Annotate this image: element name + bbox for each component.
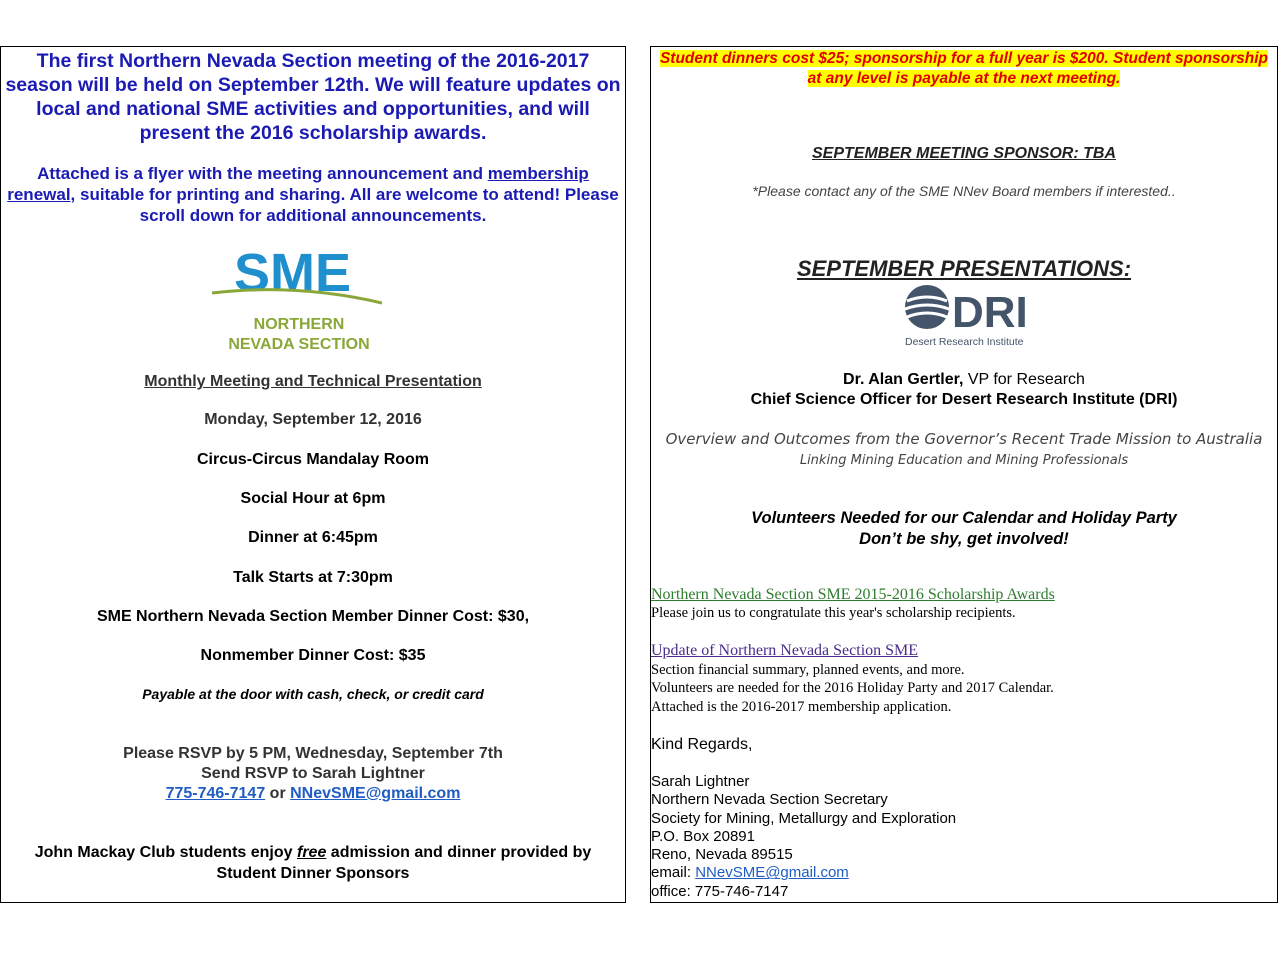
update-section	[651, 642, 1277, 716]
sme-logo-graphic	[206, 243, 396, 353]
scholarship-text: Please join us to congratulate this year's scholarship recipients.	[651, 605, 1016, 621]
dri-logo	[901, 283, 1028, 349]
update-line: Volunteers are needed for the 2016 Holiday Party and 2017 Calendar.	[651, 680, 1054, 696]
free-emphasis: free	[296, 844, 327, 861]
signature-org: Society for Mining, Metallurgy and Exploration	[651, 809, 957, 827]
kind-regards: Kind Regards,	[651, 736, 753, 753]
payable-note: Payable at the door with cash, check, or credit card	[142, 686, 484, 702]
email-link[interactable]: NNevSME@gmail.com	[290, 785, 461, 802]
sponsor-heading: SEPTEMBER MEETING SPONSOR: TBA	[811, 145, 1117, 162]
signature-title: Northern Nevada Section Secretary	[651, 791, 888, 809]
signature-email-link[interactable]: NNevSME@gmail.com	[695, 864, 849, 882]
rsvp-contact: Send RSVP to Sarah Lightner	[201, 765, 425, 782]
dri-logo-graphic	[901, 283, 1028, 349]
intro-paragraph: The first Northern Nevada Section meeting of the 2016-2017 season will be held on September 12th. We will feature updates on local and national SME activities and opportunities, and will present the 2016 scholarship awards.	[5, 50, 621, 144]
dinner-time: Dinner at 6:45pm	[248, 529, 378, 546]
speaker-block	[651, 370, 1277, 410]
rsvp-links: 775-746-7147 or NNevSME@gmail.com	[165, 785, 461, 802]
signature-email: email: NNevSME@gmail.com	[651, 864, 849, 882]
signature-office: office: 775-746-7147	[651, 882, 789, 900]
scholarship-awards-link[interactable]: Northern Nevada Section SME 2015-2016 Scholarship Awards	[651, 586, 1055, 603]
speaker-name: Dr. Alan Gertler,	[843, 371, 964, 388]
speaker-title: Chief Science Officer for Desert Research Institute (DRI)	[750, 391, 1178, 408]
sme-logo-text: SME	[234, 243, 352, 303]
logo-northern-text: NORTHERN	[253, 316, 345, 333]
signature-po-box: P.O. Box 20891	[651, 827, 755, 845]
signature-block	[651, 773, 1277, 901]
social-hour: Social Hour at 6pm	[240, 490, 386, 507]
scholarship-section	[651, 585, 1277, 623]
update-line: Attached is the 2016-2017 membership application.	[651, 698, 952, 715]
dri-logo-subtext: Desert Research Institute	[905, 336, 1024, 348]
signature-city: Reno, Nevada 89515	[651, 846, 793, 864]
sme-logo	[206, 243, 396, 353]
meeting-heading: Monthly Meeting and Technical Presentation	[144, 373, 482, 390]
rsvp-block	[1, 744, 625, 804]
john-mackay-note: John Mackay Club students enjoy free admission and dinner provided by Student Dinner Sponsors	[34, 844, 592, 882]
talk-title: Overview and Outcomes from the Governor’s Recent Trade Mission to Australia	[665, 430, 1263, 448]
signature-name: Sarah Lightner	[651, 773, 750, 790]
talk-time: Talk Starts at 7:30pm	[233, 569, 393, 586]
update-link[interactable]: Update of Northern Nevada Section SME	[651, 642, 919, 659]
nonmember-cost: Nonmember Dinner Cost: $35	[200, 647, 426, 664]
phone-link[interactable]: 775-746-7147	[165, 785, 266, 802]
talk-subtitle: Linking Mining Education and Mining Professionals	[799, 453, 1129, 468]
left-flyer-panel	[0, 46, 626, 903]
meeting-venue: Circus-Circus Mandalay Room	[196, 451, 430, 468]
logo-section-text: NEVADA SECTION	[228, 336, 370, 353]
meeting-date: Monday, September 12, 2016	[204, 411, 422, 428]
sponsor-note: *Please contact any of the SME NNev Board members if interested..	[752, 183, 1176, 199]
volunteers-note: Volunteers Needed for our Calendar and Holiday Party Don’t be shy, get involved!	[751, 509, 1177, 548]
student-dinner-note: Student dinners cost $25; sponsorship for a full year is $200. Student sponsorship at any level is payable at the next meeting.	[659, 50, 1269, 87]
speaker-role: VP for Research	[963, 371, 1085, 388]
update-line: Section financial summary, planned events, and more.	[651, 661, 965, 678]
attached-paragraph: Attached is a flyer with the meeting announcement and membership renewal, suitable for printing and sharing. All are welcome to attend! Please scroll down for additional announcements.	[7, 164, 619, 225]
presentations-heading: SEPTEMBER PRESENTATIONS:	[796, 256, 1132, 281]
rsvp-deadline: Please RSVP by 5 PM, Wednesday, September 7th	[123, 745, 503, 762]
dri-logo-text: DRI	[952, 288, 1028, 337]
membership-renewal-link[interactable]: membership renewal	[7, 164, 589, 204]
member-cost: SME Northern Nevada Section Member Dinner Cost: $30,	[96, 608, 530, 625]
right-announcements-panel	[650, 46, 1278, 903]
